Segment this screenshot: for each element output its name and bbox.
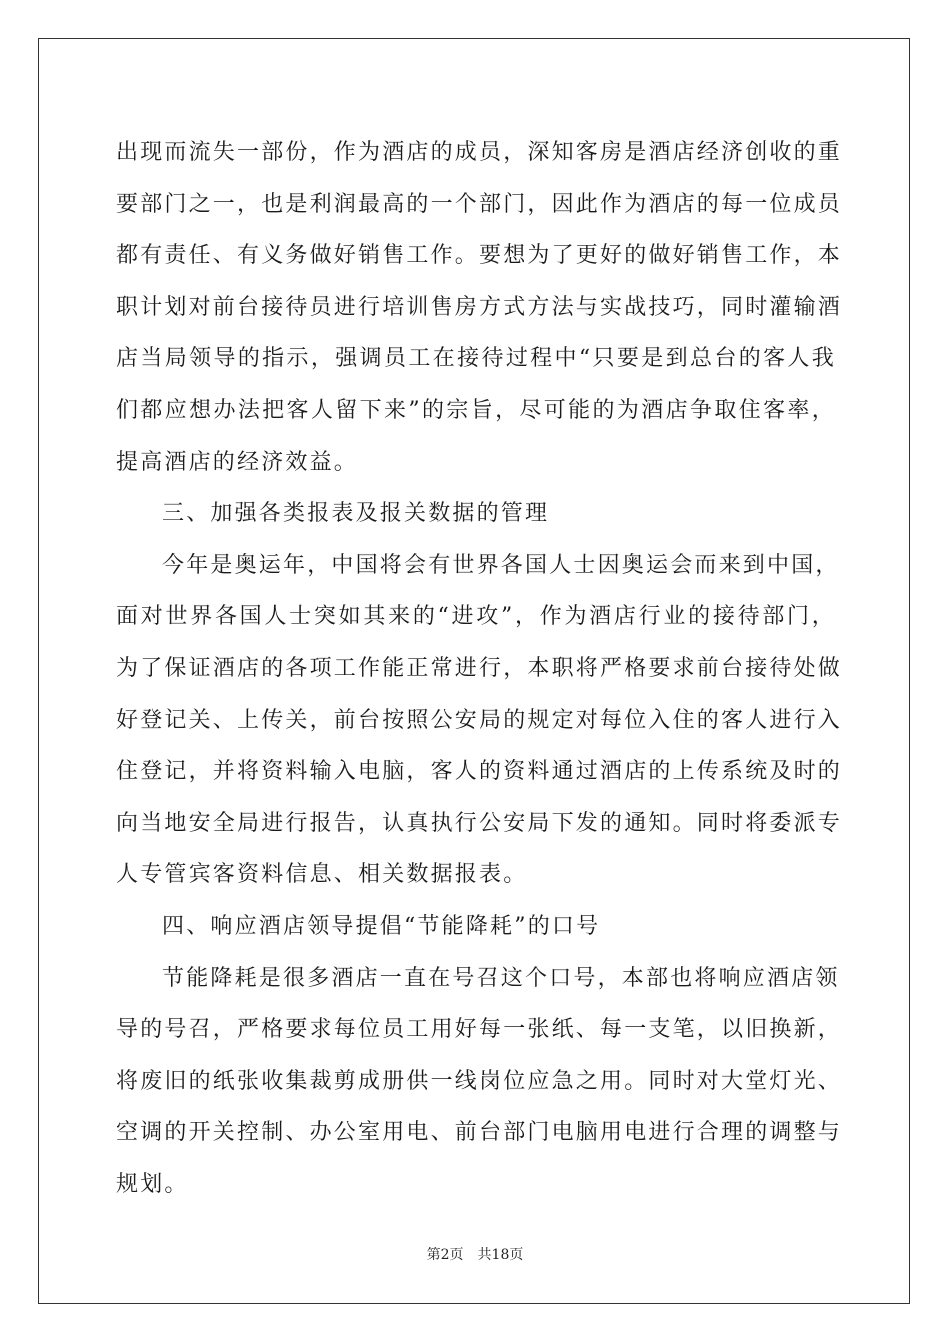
- page-footer: [0, 1244, 950, 1264]
- section-heading: 三、加强各类报表及报关数据的管理: [162, 501, 550, 527]
- paragraph-line: 要部门之一，也是利润最高的一个部门，因此作为酒店的每一位成员: [116, 191, 843, 217]
- paragraph-line: 提高酒店的经济效益。: [116, 449, 359, 475]
- paragraph-line: 人专管宾客资料信息、相关数据报表。: [116, 862, 528, 888]
- paragraph-line: 将废旧的纸张收集裁剪成册供一线岗位应急之用。同时对大堂灯光、: [116, 1068, 843, 1094]
- paragraph-line: 店当局领导的指示，强调员工在接待过程中“只要是到总台的客人我: [116, 346, 836, 372]
- paragraph-line: 出现而流失一部份，作为酒店的成员，深知客房是酒店经济创收的重: [116, 140, 843, 165]
- paragraph-line: 向当地安全局进行报告，认真执行公安局下发的通知。同时将委派专: [116, 810, 843, 836]
- paragraph-line: 们都应想办法把客人留下来”的宗旨，尽可能的为酒店争取住客率，: [116, 397, 836, 423]
- paragraph-line: 职计划对前台接待员进行培训售房方式方法与实战技巧，同时灌输酒: [116, 294, 843, 320]
- section-heading: 四、响应酒店领导提倡“节能降耗”的口号: [162, 913, 601, 939]
- document-body: [116, 127, 843, 1210]
- paragraph-line: 今年是奥运年，中国将会有世界各国人士因奥运会而来到中国，: [162, 552, 840, 578]
- paragraph-line: 空调的开关控制、办公室用电、前台部门电脑用电进行合理的调整与: [116, 1120, 843, 1146]
- paragraph-line: 规划。: [116, 1171, 189, 1197]
- paragraph-line: 导的号召，严格要求每位员工用好每一张纸、每一支笔，以旧换新，: [116, 1017, 843, 1043]
- paragraph-line: 住登记，并将资料输入电脑，客人的资料通过酒店的上传系统及时的: [116, 759, 843, 785]
- paragraph-line: 为了保证酒店的各项工作能正常进行，本职将严格要求前台接待处做: [116, 655, 843, 681]
- paragraph-line: 好登记关、上传关，前台按照公安局的规定对每位入住的客人进行入: [116, 707, 843, 733]
- page-number: 第2页: [426, 1247, 464, 1263]
- paragraph-line: 都有责任、有义务做好销售工作。要想为了更好的做好销售工作，本: [116, 243, 843, 269]
- paragraph-line: 节能降耗是很多酒店一直在号召这个口号，本部也将响应酒店领: [162, 965, 840, 991]
- paragraph-line: 面对世界各国人士突如其来的“进攻”，作为酒店行业的接待部门，: [116, 604, 836, 630]
- total-pages: 共18页: [477, 1247, 524, 1263]
